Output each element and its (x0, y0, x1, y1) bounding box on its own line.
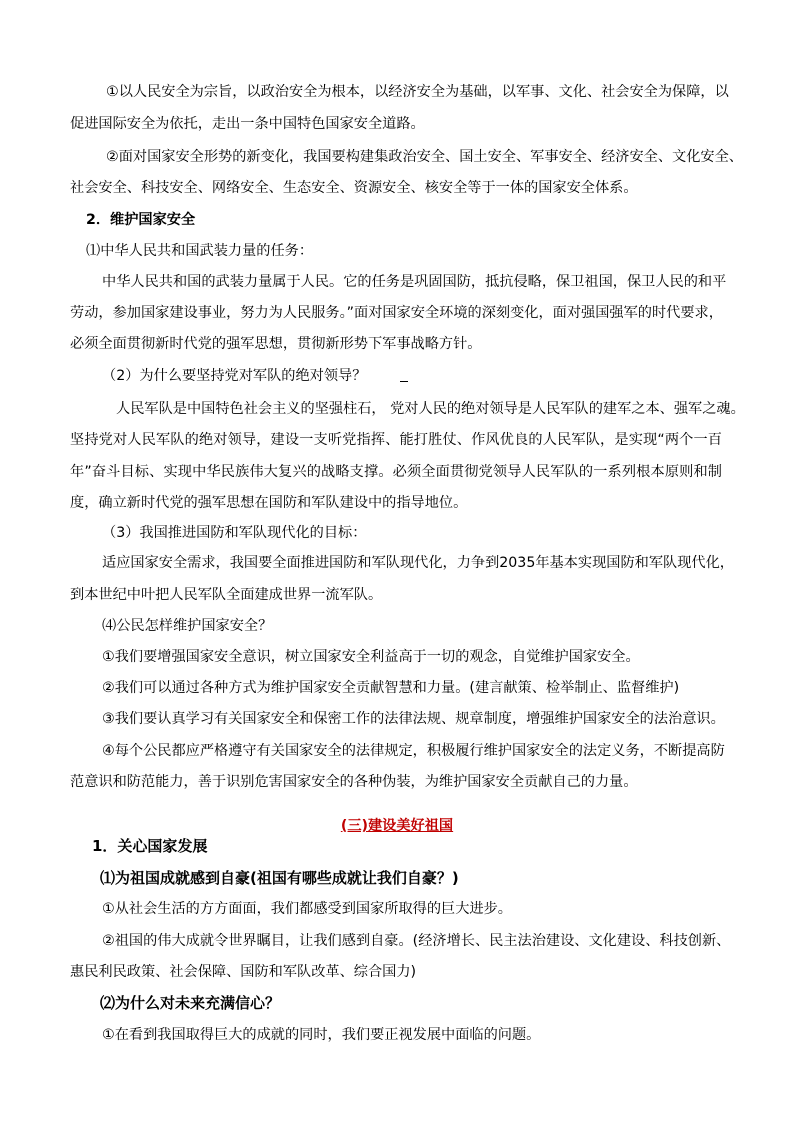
paragraph-line: 到本世纪中叶把人民军队全面建成世界一流军队。 (70, 587, 383, 603)
paragraph-line: ①从社会生活的方方面面，我们都感受到国家所取得的巨大进步。 (102, 901, 512, 917)
section-title: (三)建设美好祖国 (340, 818, 454, 835)
paragraph-line: 社会安全、科技安全、网络安全、生态安全、资源安全、核安全等于一体的国家安全体系。 (70, 180, 638, 196)
question-heading: （2）为什么要坚持党对军队的绝对领导？ (102, 368, 367, 384)
paragraph-line: 度，确立新时代党的强军思想在国防和军队建设中的指导地位。 (70, 495, 468, 511)
paragraph-line: ②面对国家安全形势的新变化，我国要构建集政治安全、国土安全、军事安全、经济安全、文化安全、 (106, 149, 743, 165)
paragraph-line: 劳动，参加国家建设事业，努力为人民服务。”面对国家安全环境的深刻变化，面对强国强军的时代要求， (70, 305, 723, 321)
paragraph-line: 惠民利民政策、社会保障、国防和军队改革、综合国力) (70, 964, 417, 980)
paragraph-line: 适应国家安全需求，我国要全面推进国防和军队现代化，力争到2035年基本实现国防和军队现代化， (102, 555, 734, 571)
text-cursor (400, 381, 408, 382)
question-heading: （3）我国推进国防和军队现代化的目标： (102, 525, 367, 541)
paragraph-line: 人民军队是中国特色社会主义的坚强柱石， 党对人民的绝对领导是人民军队的建军之本、强军之魂。 (116, 401, 745, 417)
paragraph-line: ④每个公民都应严格遵守有关国家安全的法律规定，积极履行维护国家安全的法定义务，不断提高防 (102, 743, 725, 759)
subheading: 1．关心国家发展 (92, 837, 208, 855)
paragraph-line: ②我们可以通过各种方式为维护国家安全贡献智慧和力量。(建言献策、检举制止、监督维护) (102, 680, 680, 696)
paragraph-line: 促进国际安全为依托，走出一条中国特色国家安全道路。 (70, 116, 425, 132)
paragraph-line: ①以人民安全为宗旨，以政治安全为根本，以经济安全为基础，以军事、文化、社会安全为保障，以 (106, 84, 729, 100)
paragraph-line: 必须全面贯彻新时代党的强军思想，贯彻新形势下军事战略方针。 (70, 336, 482, 352)
subheading: 2．维护国家安全 (86, 212, 196, 228)
question-heading: ⑴中华人民共和国武装力量的任务： (86, 243, 314, 259)
paragraph-line: 坚持党对人民军队的绝对领导，建设一支听党指挥、能打胜仗、作风优良的人民军队，是实现“两个一百 (70, 432, 722, 448)
paragraph-line: 范意识和防范能力，善于识别危害国家安全的各种伪装，为维护国家安全贡献自己的力量。 (70, 774, 638, 790)
question-heading: ⑷公民怎样维护国家安全？ (102, 618, 273, 634)
paragraph-line: ①我们要增强国家安全意识，树立国家安全利益高于一切的观念，自觉维护国家安全。 (102, 649, 640, 665)
question-heading: ⑵为什么对未来充满信心？ (100, 994, 281, 1012)
question-heading: ⑴为祖国成就感到自豪(祖国有哪些成就让我们自豪？) (100, 869, 459, 887)
paragraph-line: 中华人民共和国的武装力量属于人民。它的任务是巩固国防，抵抗侵略，保卫祖国，保卫人民的和平 (102, 274, 727, 290)
paragraph-line: ②祖国的伟大成就令世界瞩目，让我们感到自豪。(经济增长、民主法治建设、文化建设、科技创新、 (102, 933, 731, 949)
paragraph-line: ③我们要认真学习有关国家安全和保密工作的法律法规、规章制度，增强维护国家安全的法治意识。 (102, 711, 725, 727)
paragraph-line: 年”奋斗目标、实现中华民族伟大复兴的战略支撑。必须全面贯彻党领导人民军队的一系列根本原则和制 (70, 464, 722, 480)
paragraph-line: ①在看到我国取得巨大的成就的同时，我们要正视发展中面临的问题。 (102, 1027, 541, 1043)
